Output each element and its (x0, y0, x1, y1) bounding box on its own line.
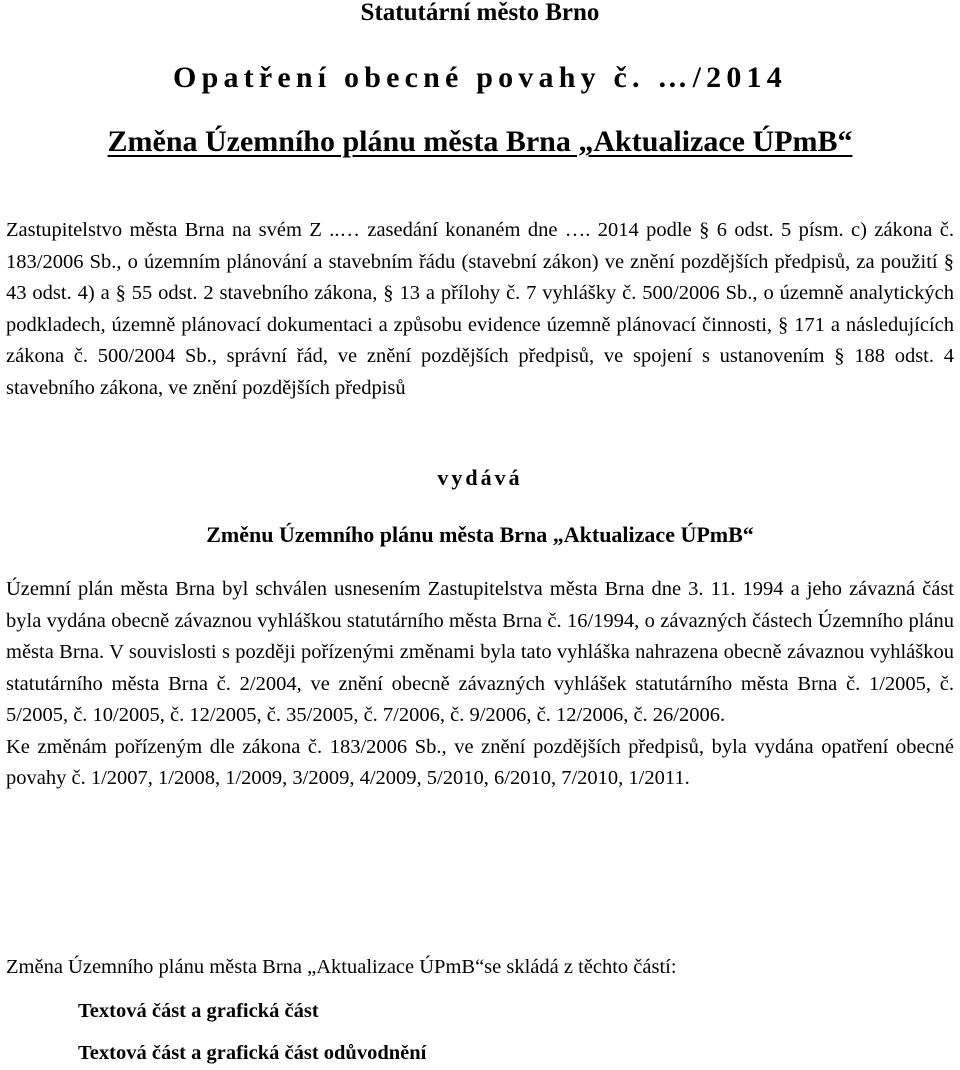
legal-basis-paragraph: Zastupitelstvo města Brna na svém Z ..… zasedání konaném dne …. 2014 podle § 6 odst. 5 písm. c) zákona č. 183/2006 Sb., o územním plánování a stavebním řádu (stavební zákon) ve znění pozdějších předpisů, za použití § 43 odst. 4) a § 55 odst. 2 stavebního zákona, § 13 a přílohy č. 7 vyhlášky č. 500/2006 Sb., o územně analytických podkladech, územně plánovací dokumentaci a způsobu evidence územně plánovací činnosti, § 171 a následujících zákona č. 500/2004 Sb., správní řád, ve znění pozdějších předpisů, ve spojení s ustanovením § 188 odst. 4 stavebního zákona, ve znění pozdějších předpisů (6, 219, 954, 399)
change-title: Změna Územního plánu města Brna „Aktualizace ÚPmB“ (107, 125, 853, 158)
history-text-changes: Ke změnám pořízeným dle zákona č. 183/2006 Sb., ve znění pozdějších předpisů, byla vydána opatření obecné povahy č. 1/2007, 1/2008, 1/2009, 3/2009, 4/2009, 5/2010, 6/2010, 7/2010, 1/2011. (6, 735, 954, 789)
measure-title: Opatření obecné povahy č. …/2014 (173, 61, 787, 94)
part-item-text-graphic: Textová část a grafická část (78, 1000, 319, 1022)
issues-heading: vydává (437, 465, 523, 490)
part-item-justification: Textová část a grafická část odůvodnění (78, 1042, 427, 1064)
parts-intro: Změna Územního plánu města Brna „Aktualizace ÚPmB“se skládá z těchto částí: (6, 956, 677, 978)
change-subtitle: Změnu Územního plánu města Brna „Aktualizace ÚPmB“ (206, 522, 754, 547)
history-paragraph (6, 574, 954, 795)
history-text-approval: Územní plán města Brna byl schválen usnesením Zastupitelstva města Brna dne 3. 11. 1994 a jeho závazná část byla vydána obecně závaznou vyhláškou statutárního města Brna č. 16/1994, o závazných částech Územního plánu města Brna. V souvislosti s později pořízenými změnami byla tato vyhláška nahrazena obecně závaznou vyhláškou statutárního města Brna č. 2/2004, ve znění obecně závazných vyhlášek statutárního města Brna č. 1/2005, č. 5/2005, č. 10/2005, č. 12/2005, č. 35/2005, č. 7/2006, č. 9/2006, č. 12/2006, č. 26/2006. (6, 578, 954, 726)
issuer-heading: Statutární město Brno (360, 0, 600, 26)
